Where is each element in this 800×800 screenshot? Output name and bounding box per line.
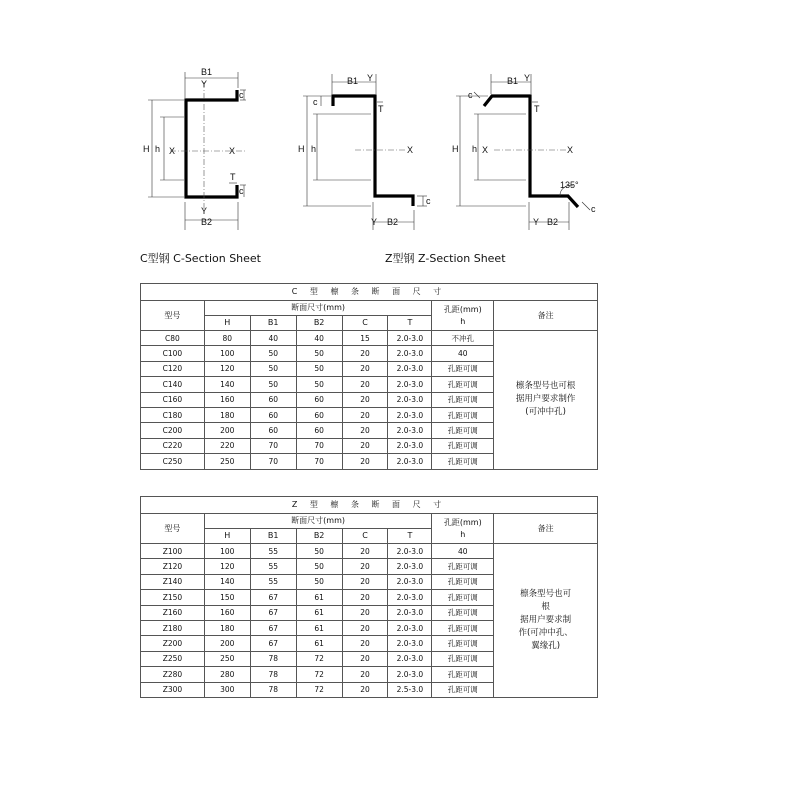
c-note-cell <box>494 331 598 470</box>
c-cell-b2: 50 <box>296 361 342 376</box>
z-dims-header: 断面尺寸(mm) <box>204 514 431 529</box>
z-hole-header-line2: h <box>460 529 466 539</box>
z2-label-c-top: c <box>468 90 473 100</box>
c-cell-b2: 60 <box>296 392 342 407</box>
z-cell-c: 20 <box>342 636 388 651</box>
c-cell-t: 2.0-3.0 <box>388 423 432 438</box>
z1-label-t: T <box>378 104 384 114</box>
z-cell-h: 100 <box>204 544 250 559</box>
z-column-header: B1 <box>250 529 296 544</box>
c-hole-header-line1: 孔距(mm) <box>443 304 482 314</box>
z-cell-hole: 孔距可调 <box>432 559 494 574</box>
z-purlin-table <box>140 496 598 698</box>
z-cell-t: 2.0-3.0 <box>388 559 432 574</box>
z1-label-h-inner: h <box>311 144 317 154</box>
z-cell-h: 150 <box>204 590 250 605</box>
c-label-c-top: c <box>239 90 244 100</box>
z-cell-b2: 61 <box>296 590 342 605</box>
z-note-line: 檩条型号也可 <box>520 588 572 599</box>
z-cell-model: Z150 <box>141 590 205 605</box>
c-column-header: C <box>342 316 388 331</box>
z-cell-t: 2.5-3.0 <box>388 682 432 697</box>
c-label-b1: B1 <box>201 67 213 77</box>
z1-label-c-top: c <box>313 97 318 107</box>
z-cell-t: 2.0-3.0 <box>388 651 432 666</box>
c-cell-model: C180 <box>141 407 205 422</box>
z-table-body <box>141 544 598 698</box>
table-row <box>141 331 598 346</box>
c-cell-hole: 孔距可调 <box>432 392 494 407</box>
c-table-title: C 型 檩 条 断 面 尺 寸 <box>141 284 598 301</box>
z-cell-model: Z280 <box>141 667 205 682</box>
z-cell-b2: 50 <box>296 559 342 574</box>
c-cell-b2: 70 <box>296 454 342 469</box>
c-cell-model: C160 <box>141 392 205 407</box>
c-label-b2: B2 <box>201 217 213 227</box>
c-cell-h: 100 <box>204 346 250 361</box>
z-cell-hole: 孔距可调 <box>432 590 494 605</box>
c-hole-header-line2: h <box>460 316 466 326</box>
z-cell-b2: 72 <box>296 667 342 682</box>
z-profile-1 <box>333 96 413 206</box>
z-cell-b2: 72 <box>296 682 342 697</box>
c-cell-hole: 孔距可调 <box>432 454 494 469</box>
z-cell-h: 140 <box>204 574 250 589</box>
z-cell-model: Z200 <box>141 636 205 651</box>
z-cell-h: 300 <box>204 682 250 697</box>
c-cell-t: 2.0-3.0 <box>388 407 432 422</box>
z-cell-b2: 50 <box>296 544 342 559</box>
c-cell-c: 20 <box>342 392 388 407</box>
c-cell-b1: 70 <box>250 454 296 469</box>
z1-label-x-right: X <box>407 145 414 155</box>
z-cell-c: 20 <box>342 651 388 666</box>
z-cell-b2: 72 <box>296 651 342 666</box>
z1-label-b2: B2 <box>387 217 399 227</box>
c-column-header: B2 <box>296 316 342 331</box>
z-cell-c: 20 <box>342 667 388 682</box>
c-cell-c: 20 <box>342 407 388 422</box>
z-cell-h: 180 <box>204 620 250 635</box>
c-column-header: T <box>388 316 432 331</box>
z-cell-c: 20 <box>342 590 388 605</box>
z-cell-c: 20 <box>342 544 388 559</box>
z-cell-model: Z100 <box>141 544 205 559</box>
c-cell-t: 2.0-3.0 <box>388 438 432 453</box>
z-cell-hole: 孔距可调 <box>432 682 494 697</box>
c-cell-hole: 孔距可调 <box>432 423 494 438</box>
c-cell-c: 20 <box>342 438 388 453</box>
c-cell-hole: 孔距可调 <box>432 377 494 392</box>
z2-label-h-outer: H <box>452 144 459 154</box>
c-cell-b1: 50 <box>250 377 296 392</box>
c-column-header: H <box>204 316 250 331</box>
c-cell-hole: 孔距可调 <box>432 438 494 453</box>
c-cell-h: 120 <box>204 361 250 376</box>
c-cell-t: 2.0-3.0 <box>388 361 432 376</box>
c-cell-b1: 60 <box>250 423 296 438</box>
c-cell-hole: 孔距可调 <box>432 361 494 376</box>
c-cell-h: 220 <box>204 438 250 453</box>
c-cell-c: 20 <box>342 377 388 392</box>
z-cell-hole: 孔距可调 <box>432 667 494 682</box>
c-hole-header <box>432 301 494 331</box>
z-cell-t: 2.0-3.0 <box>388 620 432 635</box>
z-section-drawing-1 <box>295 62 445 232</box>
z-cell-c: 20 <box>342 605 388 620</box>
c-cell-b1: 70 <box>250 438 296 453</box>
c-cell-model: C80 <box>141 331 205 346</box>
z-cell-model: Z300 <box>141 682 205 697</box>
z-cell-b2: 61 <box>296 605 342 620</box>
c-cell-b2: 60 <box>296 407 342 422</box>
z-cell-b2: 61 <box>296 636 342 651</box>
c-table-body <box>141 331 598 470</box>
z-cell-b1: 67 <box>250 620 296 635</box>
z-table-title: Z 型 檩 条 断 面 尺 寸 <box>141 497 598 514</box>
c-cell-t: 2.0-3.0 <box>388 331 432 346</box>
c-section-drawing <box>140 62 260 232</box>
z-cell-hole: 40 <box>432 544 494 559</box>
z2-label-b2: B2 <box>547 217 559 227</box>
c-cell-t: 2.0-3.0 <box>388 454 432 469</box>
c-label-h-inner: h <box>155 144 161 154</box>
c-label-h-outer: H <box>143 144 150 154</box>
c-cell-b2: 50 <box>296 377 342 392</box>
z1-label-h-outer: H <box>298 144 305 154</box>
z-cell-b1: 67 <box>250 636 296 651</box>
z-cell-t: 2.0-3.0 <box>388 667 432 682</box>
z-cell-b1: 55 <box>250 544 296 559</box>
z-note-header: 备注 <box>494 514 598 544</box>
c-cell-model: C200 <box>141 423 205 438</box>
z-cell-t: 2.0-3.0 <box>388 636 432 651</box>
c-cell-b1: 60 <box>250 407 296 422</box>
z2-label-y-bottom: Y <box>533 217 540 227</box>
c-label-t: T <box>230 172 236 182</box>
z-cell-model: Z250 <box>141 651 205 666</box>
c-cell-model: C120 <box>141 361 205 376</box>
c-section-figure <box>140 62 260 236</box>
z1-label-c-bottom: c <box>426 196 431 206</box>
z2-label-x-left: X <box>482 145 489 155</box>
c-cell-b2: 70 <box>296 438 342 453</box>
c-cell-c: 20 <box>342 346 388 361</box>
z-note-line: 作(可冲中孔、 <box>518 627 573 638</box>
z1-label-y-top: Y <box>367 73 374 83</box>
z1-label-y-bottom: Y <box>371 217 378 227</box>
z-column-header: B2 <box>296 529 342 544</box>
z2-label-y-top: Y <box>524 73 531 83</box>
z-cell-hole: 孔距可调 <box>432 574 494 589</box>
z-cell-model: Z180 <box>141 620 205 635</box>
z-cell-t: 2.0-3.0 <box>388 574 432 589</box>
z-cell-c: 20 <box>342 574 388 589</box>
z-cell-b2: 61 <box>296 620 342 635</box>
z2-label-x-right: X <box>567 145 574 155</box>
z-column-header: T <box>388 529 432 544</box>
z-cell-model: Z120 <box>141 559 205 574</box>
z2-label-t: T <box>534 104 540 114</box>
z2-label-b1: B1 <box>507 76 519 86</box>
z2-label-angle: 135° <box>560 180 579 190</box>
c-cell-c: 20 <box>342 454 388 469</box>
c-cell-h: 140 <box>204 377 250 392</box>
z-cell-t: 2.0-3.0 <box>388 544 432 559</box>
c-cell-c: 20 <box>342 423 388 438</box>
c-cell-t: 2.0-3.0 <box>388 392 432 407</box>
c-cell-b1: 50 <box>250 346 296 361</box>
z-cell-b1: 78 <box>250 667 296 682</box>
c-cell-c: 20 <box>342 361 388 376</box>
z-cell-model: Z140 <box>141 574 205 589</box>
z1-label-b1: B1 <box>347 76 359 86</box>
z-cell-c: 20 <box>342 620 388 635</box>
z-section-caption: Z型钢 Z-Section Sheet <box>385 252 506 265</box>
z-section-drawing-2 <box>450 62 610 232</box>
c-cell-b1: 50 <box>250 361 296 376</box>
z2-label-c-bottom: c <box>591 204 596 214</box>
z2-label-h-inner: h <box>472 144 478 154</box>
c-cell-h: 80 <box>204 331 250 346</box>
z-note-line: 翼缘孔) <box>531 640 561 651</box>
z-cell-c: 20 <box>342 559 388 574</box>
z-cell-c: 20 <box>342 682 388 697</box>
c-label-x-right: X <box>229 146 236 156</box>
z-note-cell <box>494 544 598 698</box>
c-note-line: (可冲中孔) <box>525 407 566 418</box>
z-cell-b1: 55 <box>250 559 296 574</box>
z-cell-hole: 孔距可调 <box>432 636 494 651</box>
c-purlin-table <box>140 283 598 470</box>
c-cell-model: C220 <box>141 438 205 453</box>
c-cell-model: C250 <box>141 454 205 469</box>
z-cell-t: 2.0-3.0 <box>388 590 432 605</box>
c-cell-hole: 不冲孔 <box>432 331 494 346</box>
z-cell-b2: 50 <box>296 574 342 589</box>
z-cell-h: 200 <box>204 636 250 651</box>
z-cell-h: 280 <box>204 667 250 682</box>
c-note-header: 备注 <box>494 301 598 331</box>
c-cell-hole: 孔距可调 <box>432 407 494 422</box>
c-model-header: 型号 <box>141 301 205 331</box>
z-cell-h: 160 <box>204 605 250 620</box>
c-cell-t: 2.0-3.0 <box>388 377 432 392</box>
c-label-x-left: X <box>169 146 176 156</box>
table-row <box>141 544 598 559</box>
z-model-header: 型号 <box>141 514 205 544</box>
z-cell-b1: 67 <box>250 605 296 620</box>
c-dims-header: 断面尺寸(mm) <box>204 301 431 316</box>
z-cell-h: 250 <box>204 651 250 666</box>
z-cell-t: 2.0-3.0 <box>388 605 432 620</box>
z-cell-b1: 78 <box>250 682 296 697</box>
c-cell-b2: 50 <box>296 346 342 361</box>
z-hole-header <box>432 514 494 544</box>
c-cell-model: C100 <box>141 346 205 361</box>
c-cell-model: C140 <box>141 377 205 392</box>
z-cell-hole: 孔距可调 <box>432 651 494 666</box>
c-label-y-bottom: Y <box>201 206 208 216</box>
c-note-line: 据用户要求制作 <box>515 394 576 405</box>
c-cell-b2: 60 <box>296 423 342 438</box>
c-cell-h: 160 <box>204 392 250 407</box>
c-cell-b1: 40 <box>250 331 296 346</box>
z-section-figure-2 <box>450 62 610 236</box>
z-hole-header-line1: 孔距(mm) <box>443 517 482 527</box>
c-cell-h: 200 <box>204 423 250 438</box>
c-cell-hole: 40 <box>432 346 494 361</box>
z-column-header: C <box>342 529 388 544</box>
z-cell-b1: 78 <box>250 651 296 666</box>
c-label-y-top: Y <box>201 79 208 89</box>
z-profile-2 <box>484 96 578 207</box>
z-cell-hole: 孔距可调 <box>432 620 494 635</box>
z-cell-hole: 孔距可调 <box>432 605 494 620</box>
c-section-caption: C型钢 C-Section Sheet <box>140 252 261 265</box>
c-cell-t: 2.0-3.0 <box>388 346 432 361</box>
c-cell-h: 180 <box>204 407 250 422</box>
z-section-figure-1 <box>295 62 445 236</box>
z-cell-b1: 67 <box>250 590 296 605</box>
z-cell-h: 120 <box>204 559 250 574</box>
c-cell-b2: 40 <box>296 331 342 346</box>
z-cell-model: Z160 <box>141 605 205 620</box>
z-note-line: 根 <box>541 601 550 612</box>
z-note-line: 据用户要求制 <box>520 614 572 625</box>
c-cell-c: 15 <box>342 331 388 346</box>
c-cell-h: 250 <box>204 454 250 469</box>
c-label-c-bottom: c <box>239 186 244 196</box>
z-column-header: H <box>204 529 250 544</box>
c-cell-b1: 60 <box>250 392 296 407</box>
z-cell-b1: 55 <box>250 574 296 589</box>
c-note-line: 檩条型号也可根 <box>515 381 576 392</box>
c-column-header: B1 <box>250 316 296 331</box>
